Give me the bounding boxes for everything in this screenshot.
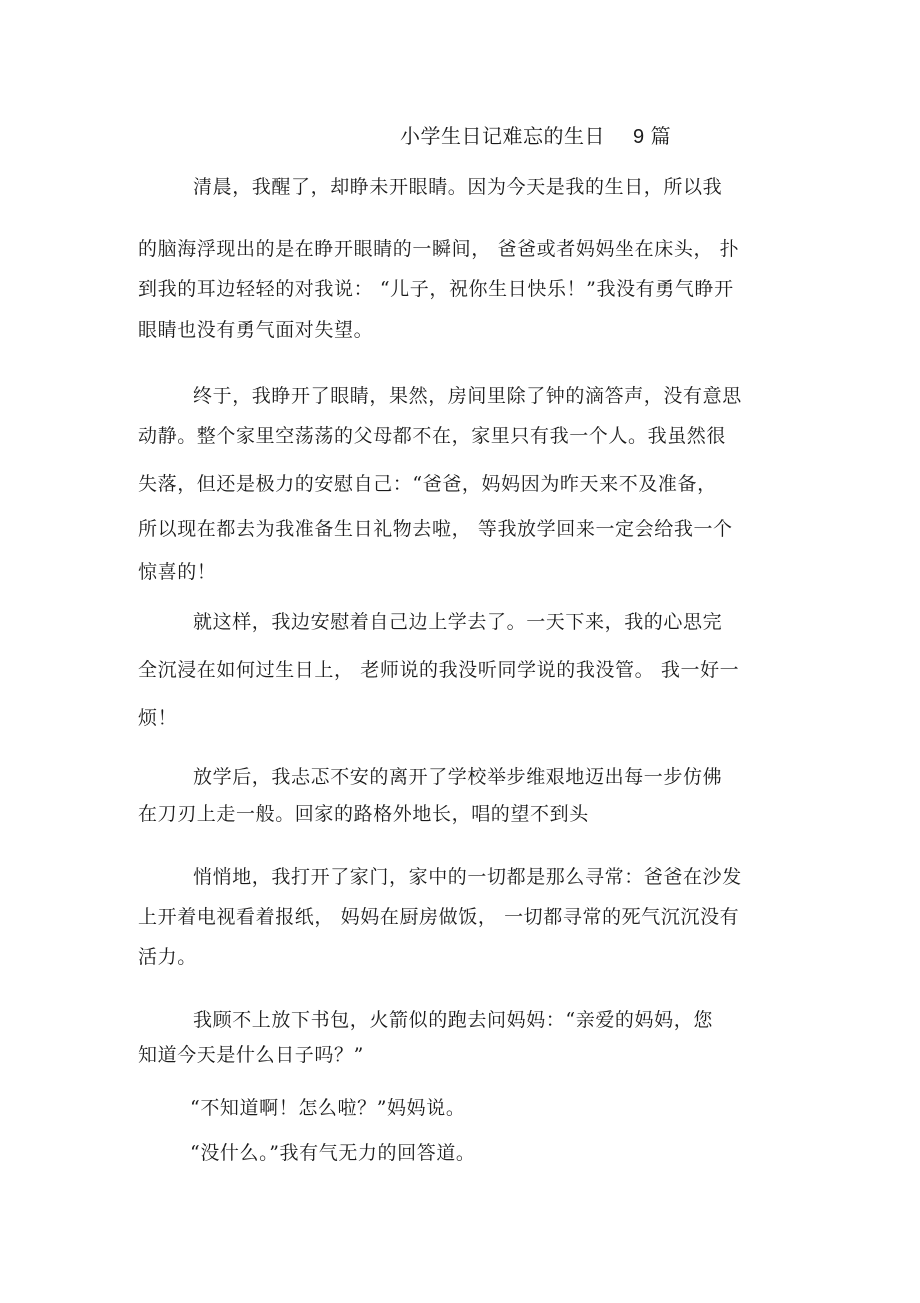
paragraph-line: 烦！ <box>138 707 178 729</box>
paragraph-line: 知道今天是什么日子吗？” <box>138 1044 364 1066</box>
title-count: 9 篇 <box>633 126 672 148</box>
paragraph-line: 的脑海浮现出的是在睁开眼睛的一瞬间， 爸爸或者妈妈坐在床头， 扑 <box>138 238 740 260</box>
paragraph-line: 放学后，我忐忑不安的离开了学校举步维艰地迈出每一步仿佛 <box>193 766 723 788</box>
paragraph-line: 清晨，我醒了，却睁未开眼睛。因为今天是我的生日，所以我 <box>193 176 723 198</box>
paragraph-line: 动静。整个家里空荡荡的父母都不在，家里只有我一个人。我虽然很 <box>138 425 727 447</box>
paragraph-line: 在刀刃上走一般。回家的路格外地长，唱的望不到头 <box>138 803 589 825</box>
document-title <box>400 122 671 151</box>
paragraph-line: 活力。 <box>138 946 197 968</box>
paragraph-line: 眼睛也没有勇气面对失望。 <box>138 319 374 341</box>
paragraph-line: 就这样，我边安慰着自己边上学去了。一天下来，我的心思完 <box>193 611 723 633</box>
paragraph-line: 悄悄地，我打开了家门，家中的一切都是那么寻常：爸爸在沙发 <box>193 866 742 888</box>
paragraph-line: “不知道啊！怎么啦？”妈妈说。 <box>190 1097 466 1119</box>
paragraph-line: 到我的耳边轻轻的对我说： “儿子，祝你生日快乐！”我没有勇气睁开 <box>138 278 734 300</box>
paragraph-line: 全沉浸在如何过生日上， 老师说的我没听同学说的我没管。 我一好一 <box>138 659 740 681</box>
title-text: 小学生日记难忘的生日 <box>400 124 605 148</box>
paragraph-line: “没什么。”我有气无力的回答道。 <box>190 1142 476 1164</box>
paragraph-line: 失落，但还是极力的安慰自己：“爸爸，妈妈因为昨天来不及准备， <box>138 473 717 495</box>
paragraph-line: 上开着电视看着报纸， 妈妈在厨房做饭， 一切都寻常的死气沉沉没有 <box>138 906 740 928</box>
paragraph-line: 我顾不上放下书包，火箭似的跑去问妈妈：“亲爱的妈妈，您 <box>193 1009 713 1031</box>
paragraph-line: 终于，我睁开了眼睛，果然，房间里除了钟的滴答声，没有意思 <box>193 385 742 407</box>
paragraph-line: 惊喜的！ <box>138 561 217 583</box>
paragraph-line: 所以现在都去为我准备生日礼物去啦， 等我放学回来一定会给我一个 <box>138 518 733 540</box>
